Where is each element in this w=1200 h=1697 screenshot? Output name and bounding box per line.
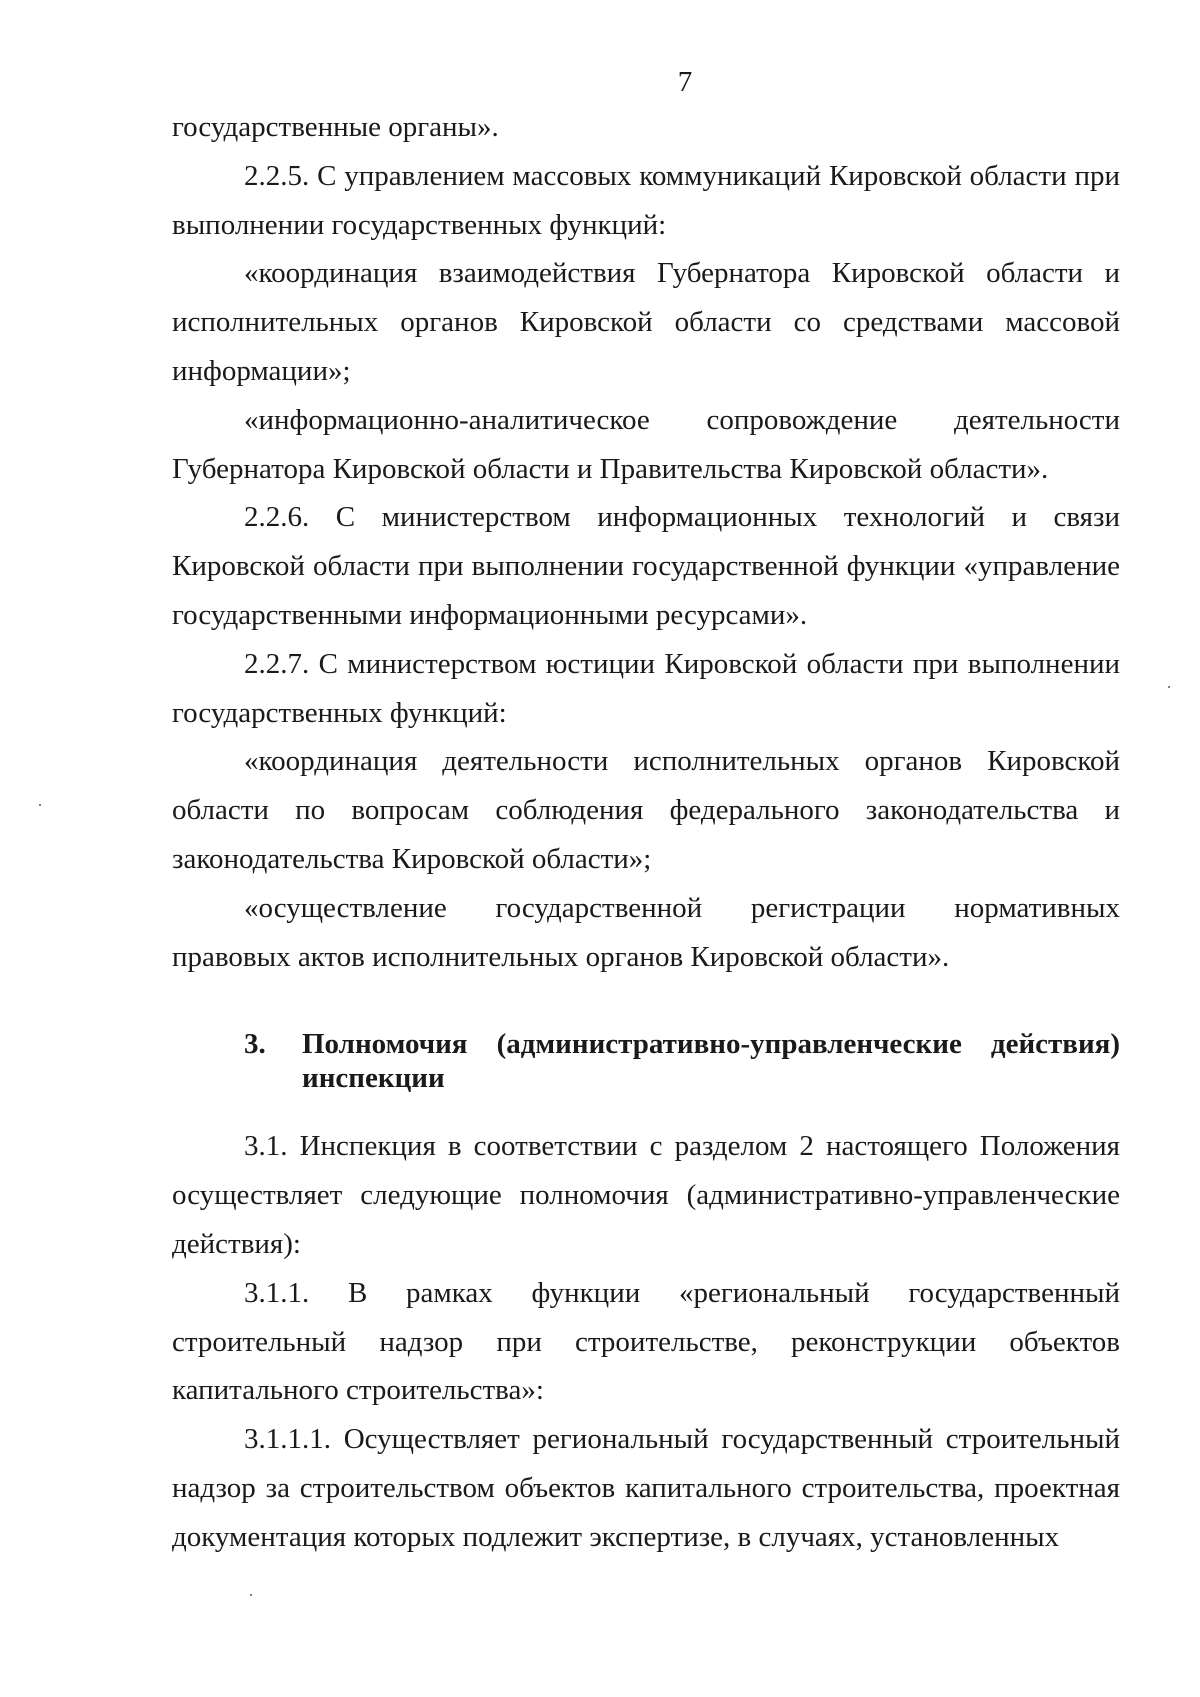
page-number: 7 (677, 66, 693, 98)
paragraph: «координация деятельности исполнительных органов Кировской области по вопросам соблюдения федерального законодательства и законодательства Кировской области»; (172, 745, 1120, 875)
scan-speck (250, 1594, 252, 1596)
paragraph: 2.2.5. С управлением массовых коммуникаций Кировской области при выполнении государственных функций: (172, 159, 1120, 241)
document-body (172, 103, 1120, 1562)
paragraph: 3.1. Инспекция в соответствии с разделом 2 настоящего Положения осуществляет следующие полномочия (административно-управленческие действия): (172, 1130, 1120, 1260)
paragraph: «осуществление государственной регистрации нормативных правовых актов исполнительных органов Кировской области». (172, 891, 1120, 973)
paragraph: 2.2.7. С министерством юстиции Кировской области при выполнении государственных функций: (172, 647, 1120, 729)
paragraph: «информационно-аналитическое сопровождение деятельности Губернатора Кировской области и Правительства Кировской области». (172, 403, 1120, 485)
section-heading (172, 1027, 1120, 1095)
paragraph: 2.2.6. С министерством информационных технологий и связи Кировской области при выполнении государственной функции «управление государственными информационными ресурсами». (172, 501, 1120, 631)
scan-speck (39, 804, 41, 806)
section-number: 3. (244, 1028, 266, 1061)
paragraph: государственные органы». (172, 111, 499, 143)
paragraph: 3.1.1. В рамках функции «региональный государственный строительный надзор при строительстве, реконструкции объектов капитального строительства»: (172, 1276, 1120, 1407)
paragraph: 3.1.1.1. Осуществляет региональный государственный строительный надзор за строительством объектов капитального строительства, проектная документация которых подлежит экспертизе, в случаях, установленных (172, 1423, 1120, 1553)
scan-speck (1168, 686, 1170, 688)
paragraph: «координация взаимодействия Губернатора Кировской области и исполнительных органов Кировской области со средствами массовой информации»; (172, 257, 1120, 387)
section-title: Полномочия (административно-управленческие действия) инспекции (302, 1028, 1120, 1095)
